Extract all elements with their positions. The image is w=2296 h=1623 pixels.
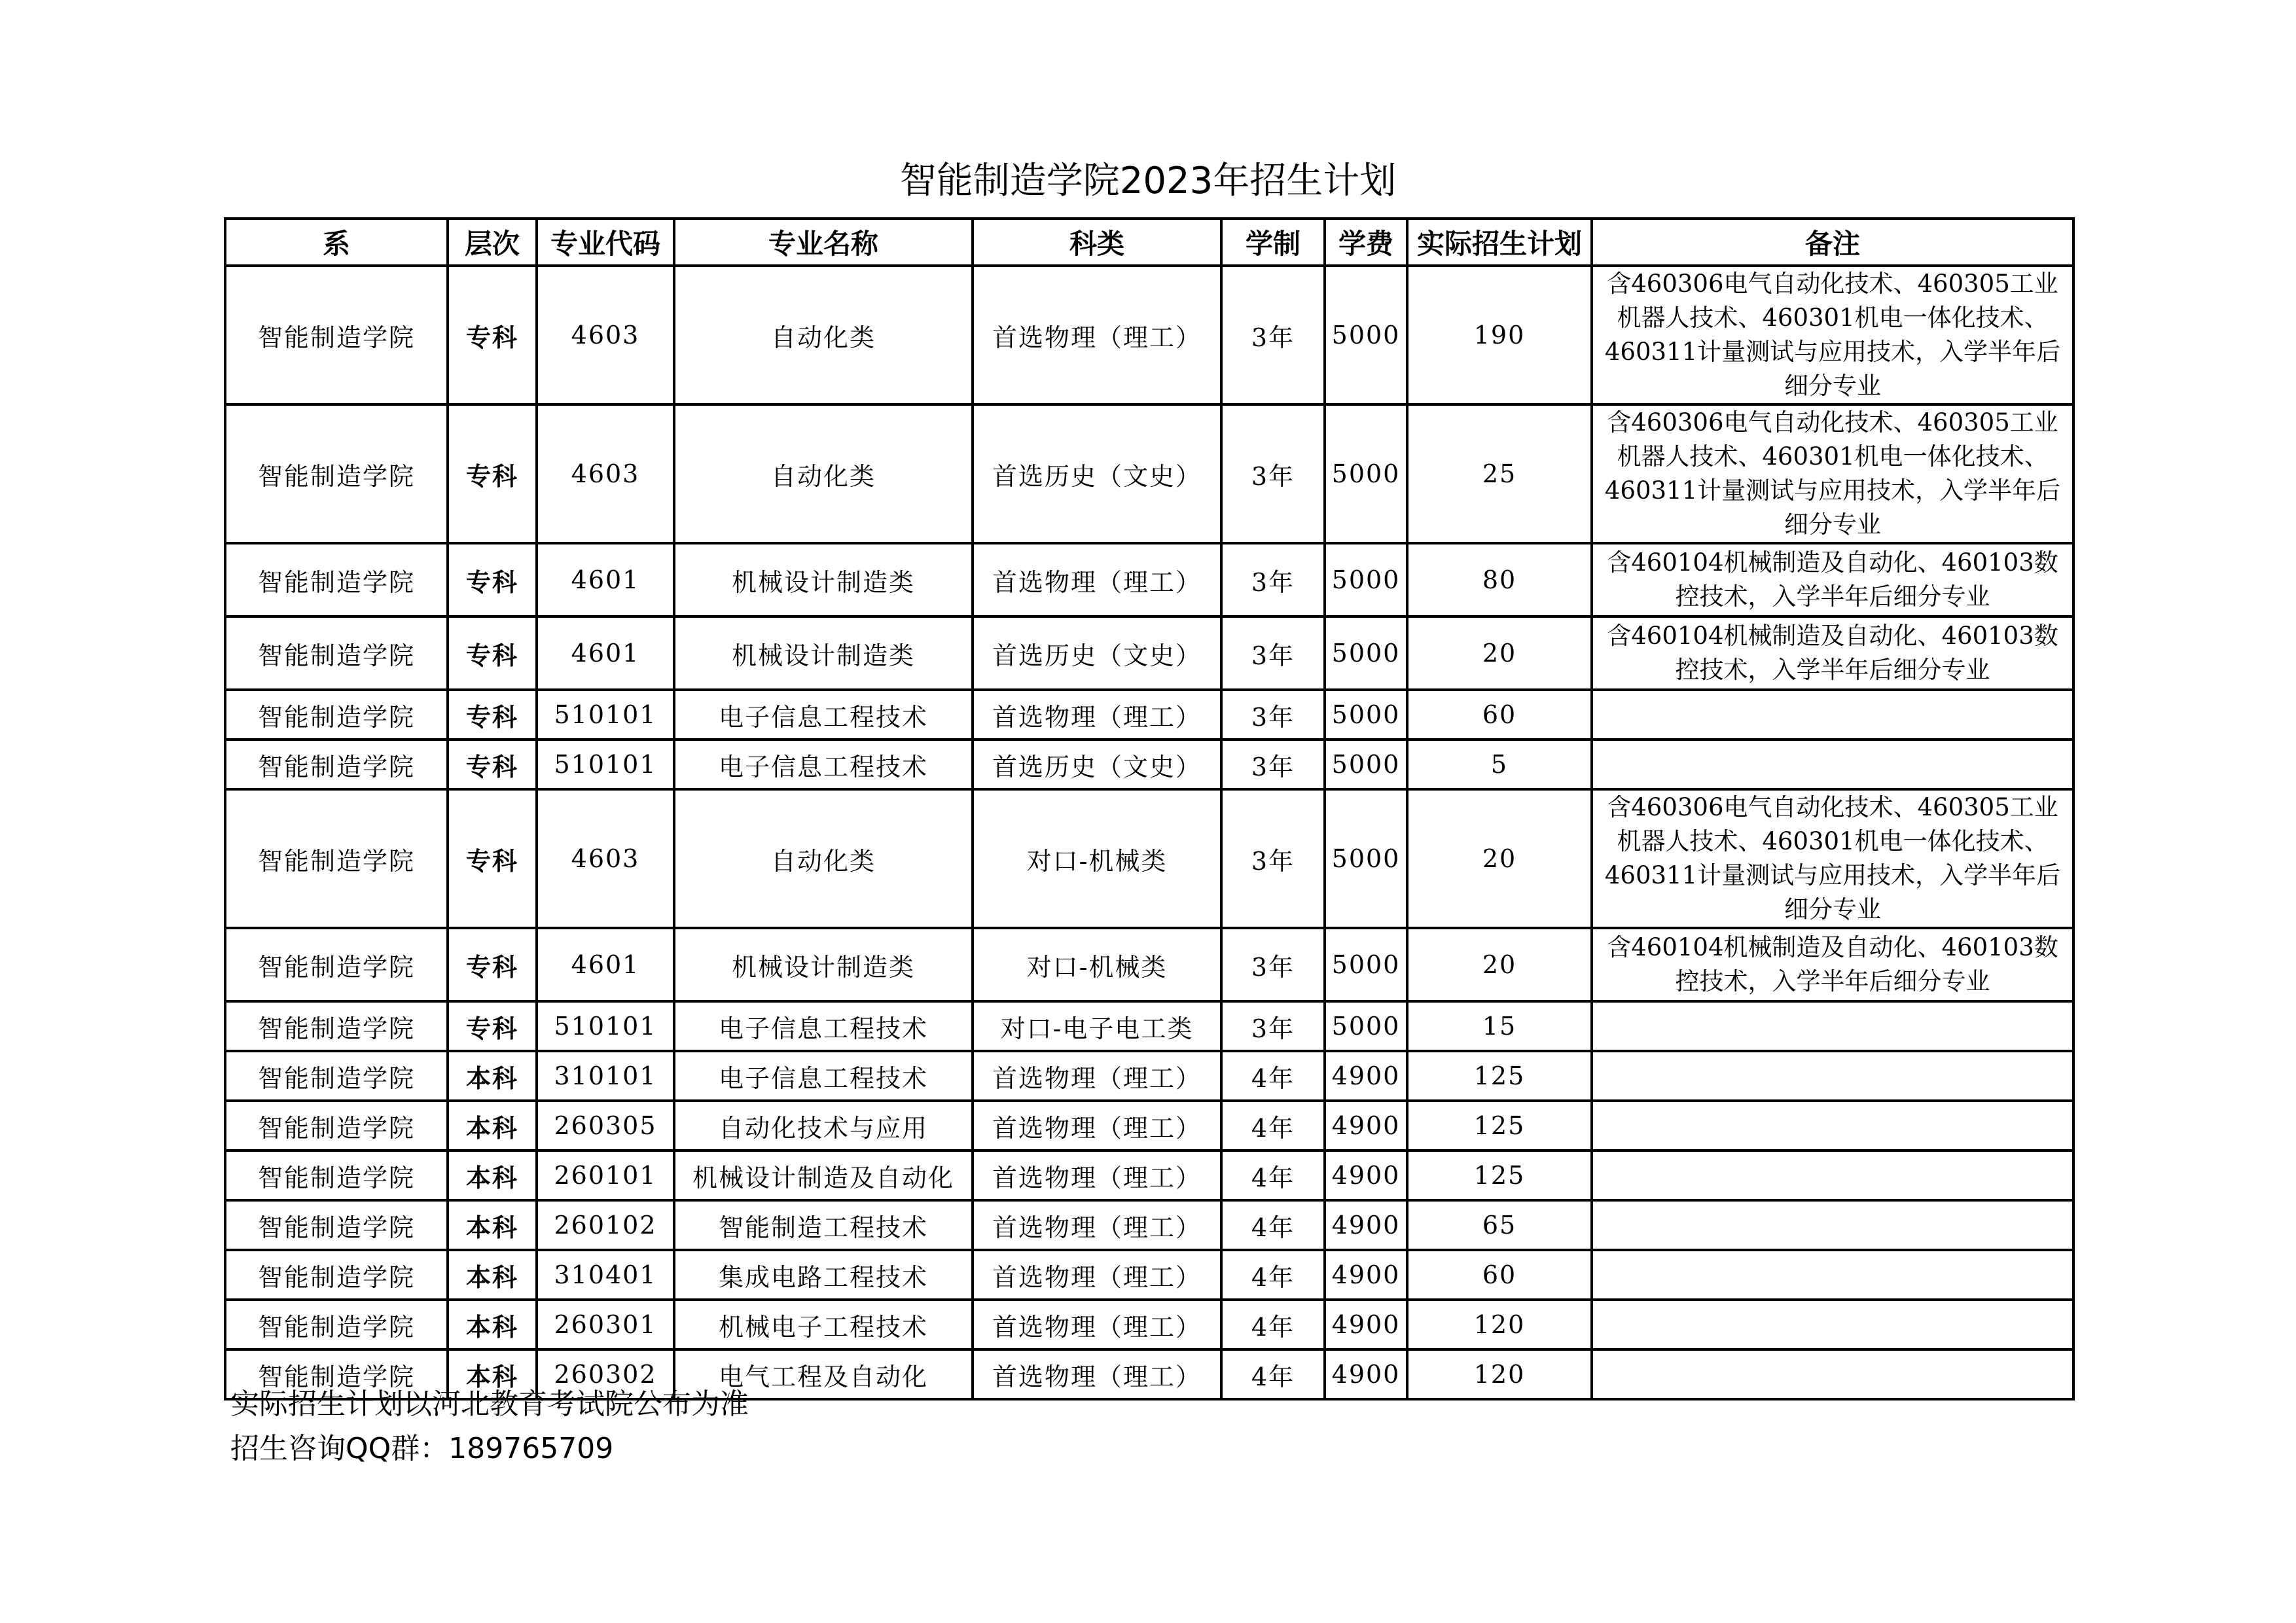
- cell-note: 含460104机械制造及自动化、460103数控技术，入学半年后细分专业: [1592, 928, 2073, 1001]
- cell-dept: 智能制造学院: [225, 1101, 448, 1150]
- cell-major: 机械电子工程技术: [674, 1300, 973, 1349]
- cell-category: 首选物理（理工）: [973, 1051, 1221, 1101]
- cell-level: 专科: [448, 266, 537, 404]
- cell-note: [1592, 1150, 2073, 1200]
- table-row: [225, 690, 2073, 740]
- cell-plan: 20: [1407, 789, 1592, 928]
- header-dept: 系: [225, 219, 448, 266]
- cell-major: 机械设计制造类: [674, 616, 973, 690]
- cell-plan: 20: [1407, 616, 1592, 690]
- header-major: 专业名称: [674, 219, 973, 266]
- cell-major: 智能制造工程技术: [674, 1200, 973, 1250]
- cell-category: 首选物理（理工）: [973, 1101, 1221, 1150]
- cell-level: 专科: [448, 543, 537, 616]
- cell-code: 510101: [537, 740, 674, 789]
- cell-level: 专科: [448, 928, 537, 1001]
- table-row: [225, 543, 2073, 616]
- cell-duration: 4年: [1221, 1150, 1325, 1200]
- cell-dept: 智能制造学院: [225, 1300, 448, 1349]
- cell-note: 含460104机械制造及自动化、460103数控技术，入学半年后细分专业: [1592, 616, 2073, 690]
- cell-duration: 4年: [1221, 1200, 1325, 1250]
- cell-level: 本科: [448, 1300, 537, 1349]
- cell-duration: 4年: [1221, 1349, 1325, 1399]
- cell-note: 含460306电气自动化技术、460305工业机器人技术、460301机电一体化技术、460311计量测试与应用技术，入学半年后细分专业: [1592, 789, 2073, 928]
- cell-major: 机械设计制造及自动化: [674, 1150, 973, 1200]
- cell-dept: 智能制造学院: [225, 404, 448, 543]
- cell-category: 首选物理（理工）: [973, 543, 1221, 616]
- table-row: [225, 1200, 2073, 1250]
- cell-category: 首选物理（理工）: [973, 1300, 1221, 1349]
- cell-code: 260101: [537, 1150, 674, 1200]
- cell-code: 4601: [537, 616, 674, 690]
- cell-dept: 智能制造学院: [225, 1200, 448, 1250]
- cell-plan: 15: [1407, 1001, 1592, 1051]
- cell-category: 首选物理（理工）: [973, 1349, 1221, 1399]
- table-row: [225, 616, 2073, 690]
- cell-plan: 20: [1407, 928, 1592, 1001]
- cell-fee: 5000: [1325, 690, 1407, 740]
- cell-major: 机械设计制造类: [674, 543, 973, 616]
- cell-dept: 智能制造学院: [225, 266, 448, 404]
- cell-level: 专科: [448, 404, 537, 543]
- header-code: 专业代码: [537, 219, 674, 266]
- header-fee: 学费: [1325, 219, 1407, 266]
- cell-duration: 4年: [1221, 1101, 1325, 1150]
- header-duration: 学制: [1221, 219, 1325, 266]
- cell-fee: 5000: [1325, 543, 1407, 616]
- cell-fee: 5000: [1325, 789, 1407, 928]
- cell-fee: 4900: [1325, 1300, 1407, 1349]
- cell-dept: 智能制造学院: [225, 1150, 448, 1200]
- cell-fee: 4900: [1325, 1250, 1407, 1300]
- cell-note: [1592, 1250, 2073, 1300]
- cell-level: 本科: [448, 1051, 537, 1101]
- cell-major: 机械设计制造类: [674, 928, 973, 1001]
- cell-dept: 智能制造学院: [225, 928, 448, 1001]
- cell-category: 首选物理（理工）: [973, 1250, 1221, 1300]
- cell-level: 本科: [448, 1250, 537, 1300]
- header-category: 科类: [973, 219, 1221, 266]
- table-row: [225, 740, 2073, 789]
- cell-major: 自动化类: [674, 789, 973, 928]
- header-level: 层次: [448, 219, 537, 266]
- cell-plan: 60: [1407, 1250, 1592, 1300]
- cell-plan: 125: [1407, 1051, 1592, 1101]
- cell-dept: 智能制造学院: [225, 543, 448, 616]
- cell-major: 集成电路工程技术: [674, 1250, 973, 1300]
- cell-category: 首选历史（文史）: [973, 404, 1221, 543]
- cell-category: 首选物理（理工）: [973, 266, 1221, 404]
- table-row: [225, 1051, 2073, 1101]
- cell-plan: 65: [1407, 1200, 1592, 1250]
- cell-level: 本科: [448, 1150, 537, 1200]
- cell-code: 4603: [537, 266, 674, 404]
- cell-duration: 3年: [1221, 928, 1325, 1001]
- cell-plan: 120: [1407, 1349, 1592, 1399]
- cell-note: [1592, 1001, 2073, 1051]
- cell-major: 自动化技术与应用: [674, 1101, 973, 1150]
- cell-code: 4601: [537, 928, 674, 1001]
- cell-duration: 3年: [1221, 740, 1325, 789]
- table-body: [225, 266, 2073, 1399]
- cell-major: 电子信息工程技术: [674, 1001, 973, 1051]
- cell-dept: 智能制造学院: [225, 1001, 448, 1051]
- header-plan: 实际招生计划: [1407, 219, 1592, 266]
- cell-dept: 智能制造学院: [225, 1051, 448, 1101]
- cell-duration: 3年: [1221, 690, 1325, 740]
- table-row: [225, 1300, 2073, 1349]
- cell-note: [1592, 1300, 2073, 1349]
- cell-fee: 5000: [1325, 404, 1407, 543]
- cell-plan: 125: [1407, 1150, 1592, 1200]
- table-row: [225, 1101, 2073, 1150]
- table-row: [225, 1250, 2073, 1300]
- cell-fee: 5000: [1325, 740, 1407, 789]
- cell-level: 专科: [448, 690, 537, 740]
- cell-major: 电子信息工程技术: [674, 1051, 973, 1101]
- cell-dept: 智能制造学院: [225, 1250, 448, 1300]
- cell-fee: 5000: [1325, 266, 1407, 404]
- cell-fee: 5000: [1325, 1001, 1407, 1051]
- cell-fee: 4900: [1325, 1349, 1407, 1399]
- cell-note: [1592, 1101, 2073, 1150]
- cell-category: 首选物理（理工）: [973, 1150, 1221, 1200]
- cell-fee: 4900: [1325, 1051, 1407, 1101]
- cell-category: 首选历史（文史）: [973, 616, 1221, 690]
- cell-fee: 4900: [1325, 1101, 1407, 1150]
- cell-plan: 80: [1407, 543, 1592, 616]
- cell-category: 对口-电子电工类: [973, 1001, 1221, 1051]
- cell-note: 含460104机械制造及自动化、460103数控技术，入学半年后细分专业: [1592, 543, 2073, 616]
- cell-code: 510101: [537, 690, 674, 740]
- cell-duration: 3年: [1221, 543, 1325, 616]
- cell-note: [1592, 740, 2073, 789]
- cell-category: 对口-机械类: [973, 789, 1221, 928]
- table-row: [225, 928, 2073, 1001]
- cell-dept: 智能制造学院: [225, 740, 448, 789]
- cell-plan: 25: [1407, 404, 1592, 543]
- cell-duration: 3年: [1221, 404, 1325, 543]
- cell-duration: 3年: [1221, 616, 1325, 690]
- cell-fee: 5000: [1325, 928, 1407, 1001]
- cell-category: 首选物理（理工）: [973, 1200, 1221, 1250]
- cell-duration: 3年: [1221, 789, 1325, 928]
- cell-plan: 5: [1407, 740, 1592, 789]
- table-row: [225, 1001, 2073, 1051]
- cell-level: 专科: [448, 740, 537, 789]
- cell-major: 电子信息工程技术: [674, 690, 973, 740]
- cell-code: 4601: [537, 543, 674, 616]
- table-header-row: [225, 219, 2073, 266]
- cell-category: 首选物理（理工）: [973, 690, 1221, 740]
- cell-level: 本科: [448, 1200, 537, 1250]
- cell-level: 本科: [448, 1101, 537, 1150]
- cell-code: 260102: [537, 1200, 674, 1250]
- header-note: 备注: [1592, 219, 2073, 266]
- cell-fee: 4900: [1325, 1200, 1407, 1250]
- cell-category: 首选历史（文史）: [973, 740, 1221, 789]
- cell-code: 510101: [537, 1001, 674, 1051]
- cell-major: 电气工程及自动化: [674, 1349, 973, 1399]
- cell-fee: 5000: [1325, 616, 1407, 690]
- cell-note: [1592, 1349, 2073, 1399]
- cell-dept: 智能制造学院: [225, 1349, 448, 1399]
- cell-note: 含460306电气自动化技术、460305工业机器人技术、460301机电一体化技术、460311计量测试与应用技术，入学半年后细分专业: [1592, 266, 2073, 404]
- document-title: 智能制造学院2023年招生计划: [899, 160, 1397, 202]
- cell-level: 本科: [448, 1349, 537, 1399]
- footer-notice: 实际招生计划以河北教育考试院公布为准: [230, 1387, 749, 1421]
- cell-duration: 4年: [1221, 1051, 1325, 1101]
- cell-major: 自动化类: [674, 404, 973, 543]
- cell-level: 专科: [448, 789, 537, 928]
- cell-duration: 3年: [1221, 266, 1325, 404]
- cell-fee: 4900: [1325, 1150, 1407, 1200]
- cell-level: 专科: [448, 616, 537, 690]
- cell-dept: 智能制造学院: [225, 789, 448, 928]
- footer-contact: 招生咨询QQ群：189765709: [230, 1432, 614, 1465]
- cell-plan: 190: [1407, 266, 1592, 404]
- cell-duration: 4年: [1221, 1300, 1325, 1349]
- table-row: [225, 404, 2073, 543]
- cell-plan: 60: [1407, 690, 1592, 740]
- cell-code: 260302: [537, 1349, 674, 1399]
- cell-level: 专科: [448, 1001, 537, 1051]
- cell-code: 260305: [537, 1101, 674, 1150]
- cell-note: [1592, 1200, 2073, 1250]
- cell-code: 4603: [537, 404, 674, 543]
- cell-plan: 120: [1407, 1300, 1592, 1349]
- cell-note: [1592, 1051, 2073, 1101]
- cell-plan: 125: [1407, 1101, 1592, 1150]
- cell-code: 310401: [537, 1250, 674, 1300]
- cell-dept: 智能制造学院: [225, 616, 448, 690]
- table-row: [225, 266, 2073, 404]
- cell-duration: 3年: [1221, 1001, 1325, 1051]
- cell-note: 含460306电气自动化技术、460305工业机器人技术、460301机电一体化技术、460311计量测试与应用技术，入学半年后细分专业: [1592, 404, 2073, 543]
- cell-duration: 4年: [1221, 1250, 1325, 1300]
- cell-major: 电子信息工程技术: [674, 740, 973, 789]
- cell-category: 对口-机械类: [973, 928, 1221, 1001]
- cell-note: [1592, 690, 2073, 740]
- cell-major: 自动化类: [674, 266, 973, 404]
- cell-dept: 智能制造学院: [225, 690, 448, 740]
- table-row: [225, 789, 2073, 928]
- cell-code: 260301: [537, 1300, 674, 1349]
- cell-code: 4603: [537, 789, 674, 928]
- table-row: [225, 1150, 2073, 1200]
- cell-code: 310101: [537, 1051, 674, 1101]
- enrollment-plan-table: [224, 217, 2075, 1400]
